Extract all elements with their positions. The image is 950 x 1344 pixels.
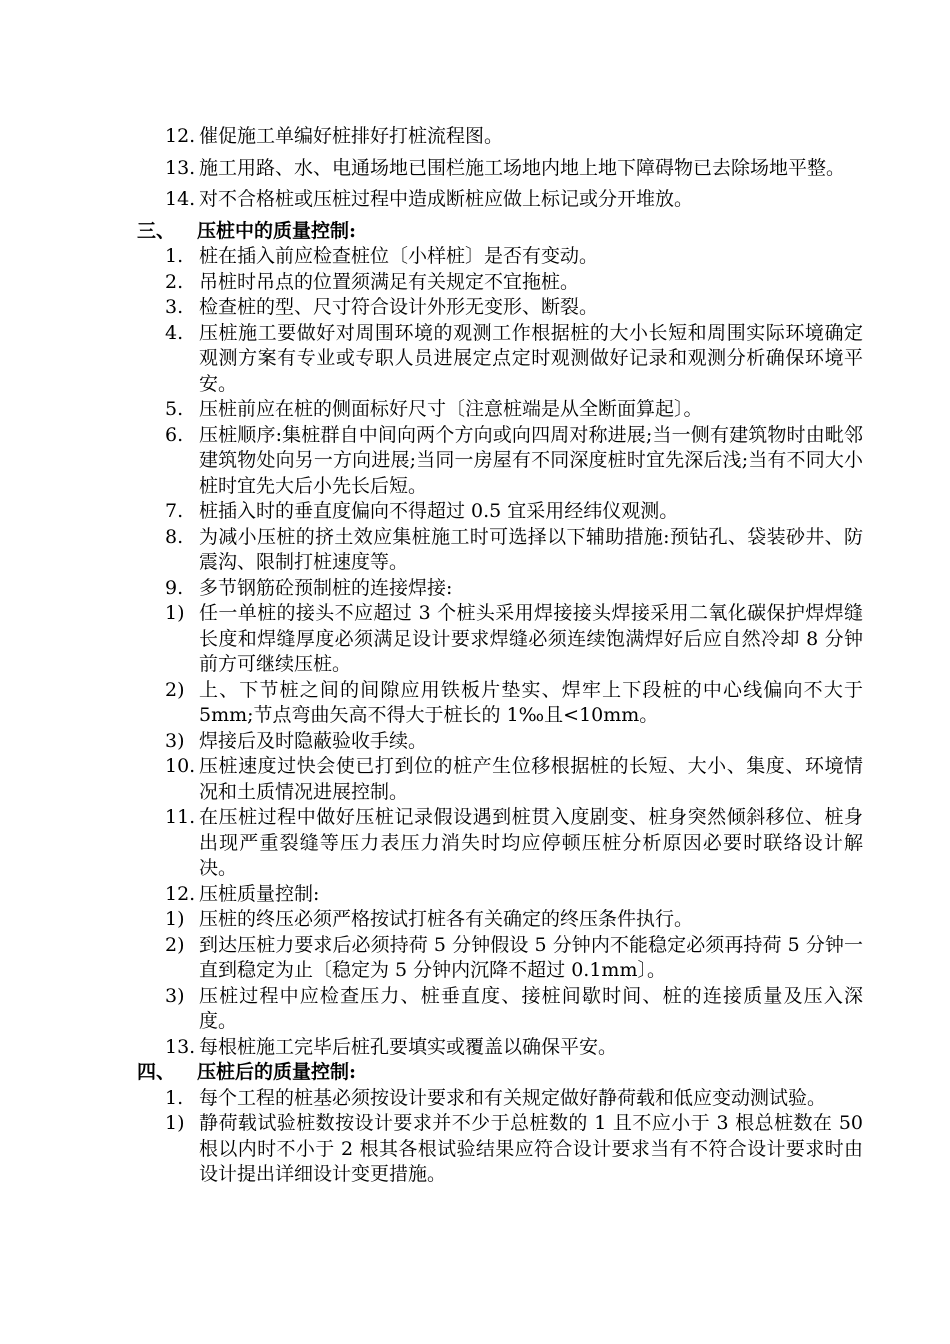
item-text: 静荷载试验桩数按设计要求并不少于总桩数的 1 且不应小于 3 根总桩数在 50 根以内时不小于 2 根其各根试验结果应符合设计要求当有不符合设计要求时由设计提出详细设计变更措施。 (199, 1112, 863, 1185)
item-text: 检查桩的型、尺寸符合设计外形无变形、断裂。 (199, 296, 599, 318)
list-item: 5. 压桩前应在桩的侧面标好尺寸〔注意桩端是从全断面算起〕。 (165, 398, 703, 420)
item-text: 任一单桩的接头不应超过 3 个桩头采用焊接接头焊接采用二氧化碳保护焊焊缝长度和焊缝厚度必须满足设计要求焊缝必须连续饱满焊好后应自然冷却 8 分钟前方可继续压桩。 (199, 602, 863, 675)
item-text: 施工用路、水、电通场地已围栏施工场地内地上地下障碍物已去除场地平整。 (199, 156, 846, 179)
item-text: 为减小压桩的挤土效应集桩施工时可选择以下辅助措施:预钻孔、袋装砂井、防震沟、限制打桩速度等。 (199, 525, 863, 573)
item-text: 催促施工单编好桩排好打桩流程图。 (199, 125, 504, 147)
item-text: 桩在插入前应检查桩位〔小样桩〕是否有变动。 (199, 245, 599, 267)
list-item: 13. 施工用路、水、电通场地已围栏施工场地内地上地下障碍物已去除场地平整。 (165, 156, 846, 179)
item-text: 压桩过程中应检查压力、桩垂直度、接桩间歇时间、桩的连接质量及压入深度。 (199, 984, 863, 1032)
list-item: 1) 压桩的终压必须严格按试打桩各有关确定的终压条件执行。 (165, 908, 694, 930)
item-text: 每个工程的桩基必须按设计要求和有关规定做好静荷载和低应变动测试验。 (199, 1086, 827, 1109)
list-item: 6. 压桩顺序:集桩群自中间向两个方向或向四周对称进展;当一侧有建筑物时由毗邻建筑物处向另一方向进展;当同一房屋有不同深度桩时宜先深后浅;当有不同大小桩时宜先大后小先长后短。 (165, 423, 863, 497)
list-item: 1) 任一单桩的接头不应超过 3 个桩头采用焊接接头焊接采用二氧化碳保护焊焊缝长度和焊缝厚度必须满足设计要求焊缝必须连续饱满焊好后应自然冷却 8 分钟前方可继续压桩。 (165, 602, 863, 675)
list-item: 12. 压桩质量控制: (165, 882, 320, 905)
list-item: 3) 压桩过程中应检查压力、桩垂直度、接桩间歇时间、桩的连接质量及压入深度。 (165, 984, 863, 1032)
list-item: 2. 吊桩时吊点的位置须满足有关规定不宜拖桩。 (165, 270, 580, 293)
item-text: 压桩前应在桩的侧面标好尺寸〔注意桩端是从全断面算起〕。 (199, 398, 703, 420)
list-item: 8. 为减小压桩的挤土效应集桩施工时可选择以下辅助措施:预钻孔、袋装砂井、防震沟、限制打桩速度等。 (165, 525, 863, 573)
section-title: 压桩后的质量控制: (197, 1061, 357, 1083)
item-text: 每根桩施工完毕后桩孔要填实或覆盖以确保平安。 (199, 1035, 618, 1058)
document-body (137, 124, 863, 1188)
item-text: 桩插入时的垂直度偏向不得超过 0.5 宜采用经纬仪观测。 (199, 500, 679, 522)
list-item: 1) 静荷载试验桩数按设计要求并不少于总桩数的 1 且不应小于 3 根总桩数在 50 根以内时不小于 2 根其各根试验结果应符合设计要求当有不符合设计要求时由设计提出详细设计变更措施。 (165, 1112, 863, 1185)
list-item: 9. 多节钢筋砼预制桩的连接焊接: (165, 576, 453, 599)
list-item: 12. 催促施工单编好桩排好打桩流程图。 (165, 125, 504, 147)
list-item: 3) 焊接后及时隐蔽验收手续。 (165, 729, 428, 752)
list-item: 13. 每根桩施工完毕后桩孔要填实或覆盖以确保平安。 (165, 1035, 618, 1058)
section-title: 压桩中的质量控制: (197, 219, 357, 242)
item-text: 在压桩过程中做好压桩记录假设遇到桩贯入度剧变、桩身突然倾斜移位、桩身出现严重裂缝等压力表压力消失时均应停顿压桩分析原因必要时联络设计解决。 (199, 806, 863, 879)
list-item: 10. 压桩速度过快会使已打到位的桩产生位移根据桩的长短、大小、集度、环境情况和土质情况进展控制。 (165, 755, 863, 803)
item-text: 多节钢筋砼预制桩的连接焊接: (199, 576, 453, 599)
list-item: 7. 桩插入时的垂直度偏向不得超过 0.5 宜采用经纬仪观测。 (165, 500, 679, 522)
section-heading: 三、 压桩中的质量控制: (137, 219, 357, 242)
list-item: 11. 在压桩过程中做好压桩记录假设遇到桩贯入度剧变、桩身突然倾斜移位、桩身出现严重裂缝等压力表压力消失时均应停顿压桩分析原因必要时联络设计解决。 (165, 806, 863, 879)
item-text: 吊桩时吊点的位置须满足有关规定不宜拖桩。 (199, 270, 580, 293)
section-heading: 四、 压桩后的质量控制: (137, 1061, 357, 1083)
item-text: 压桩质量控制: (199, 882, 320, 905)
item-text: 对不合格桩或压桩过程中造成断桩应做上标记或分开堆放。 (199, 188, 694, 210)
list-item: 2) 上、下节桩之间的间隙应用铁板片垫实、焊牢上下段桩的中心线偏向不大于 5mm;节点弯曲矢高不得大于桩长的 1‰且<10mm。 (165, 678, 863, 726)
item-text: 上、下节桩之间的间隙应用铁板片垫实、焊牢上下段桩的中心线偏向不大于 5mm;节点弯曲矢高不得大于桩长的 1‰且<10mm。 (199, 678, 863, 726)
list-item: 2) 到达压桩力要求后必须持荷 5 分钟假设 5 分钟内不能稳定必须再持荷 5 分钟一直到稳定为止〔稳定为 5 分钟内沉降不超过 0.1mm〕。 (165, 933, 863, 981)
list-item: 14. 对不合格桩或压桩过程中造成断桩应做上标记或分开堆放。 (165, 188, 694, 210)
item-text: 到达压桩力要求后必须持荷 5 分钟假设 5 分钟内不能稳定必须再持荷 5 分钟一直到稳定为止〔稳定为 5 分钟内沉降不超过 0.1mm〕。 (199, 933, 863, 981)
item-text: 压桩速度过快会使已打到位的桩产生位移根据桩的长短、大小、集度、环境情况和土质情况进展控制。 (199, 755, 863, 803)
item-text: 焊接后及时隐蔽验收手续。 (199, 729, 428, 752)
list-item: 4. 压桩施工要做好对周围环境的观测工作根据桩的大小长短和周围实际环境确定观测方案有专业或专职人员进展定点定时观测做好记录和观测分析确保环境平安。 (165, 321, 863, 395)
item-text: 压桩的终压必须严格按试打桩各有关确定的终压条件执行。 (199, 908, 694, 930)
list-item: 1. 每个工程的桩基必须按设计要求和有关规定做好静荷载和低应变动测试验。 (165, 1086, 827, 1109)
list-item: 1. 桩在插入前应检查桩位〔小样桩〕是否有变动。 (165, 245, 599, 267)
item-text: 压桩施工要做好对周围环境的观测工作根据桩的大小长短和周围实际环境确定观测方案有专业或专职人员进展定点定时观测做好记录和观测分析确保环境平安。 (199, 321, 863, 395)
item-text: 压桩顺序:集桩群自中间向两个方向或向四周对称进展;当一侧有建筑物时由毗邻建筑物处向另一方向进展;当同一房屋有不同深度桩时宜先深后浅;当有不同大小桩时宜先大后小先长后短。 (199, 423, 863, 497)
list-item: 3. 检查桩的型、尺寸符合设计外形无变形、断裂。 (165, 296, 599, 318)
